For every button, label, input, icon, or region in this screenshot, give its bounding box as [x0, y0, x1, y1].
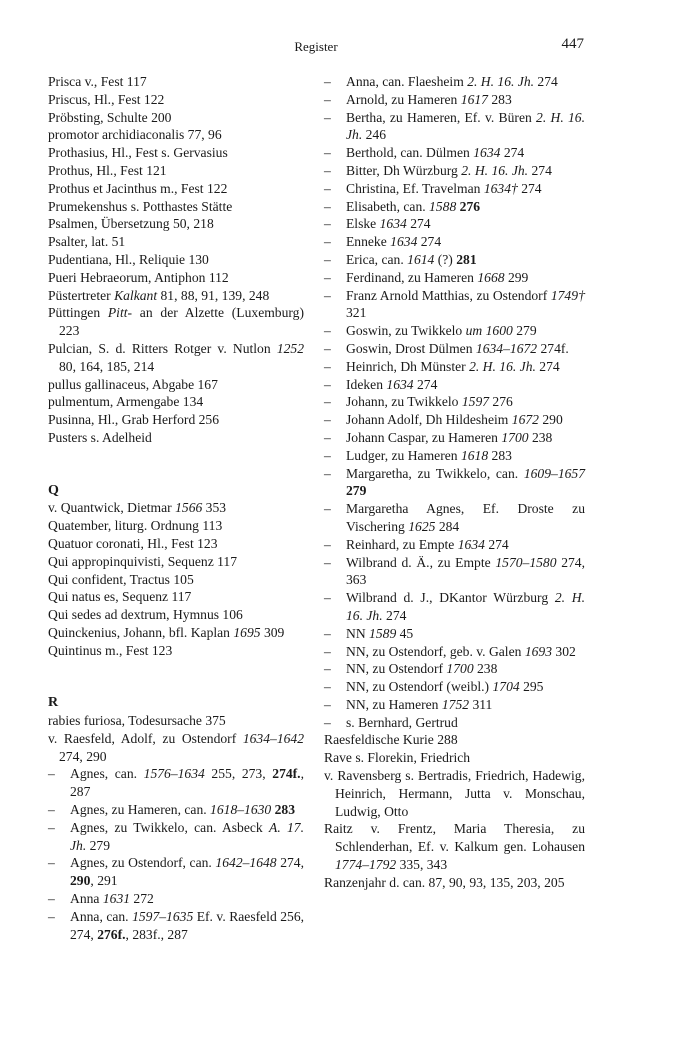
entry-text: Pudentiana, Hl., Reliquie 130 — [48, 251, 209, 267]
index-subentry — [324, 393, 585, 411]
entry-text: Prothasius, Hl., Fest s. Gervasius — [48, 145, 228, 161]
index-subentry — [324, 91, 585, 109]
entry-text: 45 — [396, 625, 414, 641]
entry-italic: 1634 — [386, 376, 414, 392]
entry-italic: 1609–1657 — [523, 465, 585, 481]
entry-text: 274, 290 — [59, 748, 107, 764]
entry-italic: 1570–1580 — [495, 554, 557, 570]
index-entry — [48, 233, 304, 251]
entry-text: Püttingen — [48, 305, 108, 321]
index-subentry — [324, 447, 585, 465]
entry-text: 274 — [500, 145, 525, 161]
index-subentry — [324, 554, 585, 590]
entry-text: NN — [346, 625, 370, 641]
index-subentry — [324, 536, 585, 554]
entry-bold-page: 276f. — [97, 926, 126, 942]
index-entry — [48, 215, 304, 233]
subentry-dash: – — [48, 908, 55, 924]
entry-italic: A. 17. Jh. — [70, 819, 305, 853]
entry-italic: 1589 — [369, 625, 397, 641]
subentry-dash: – — [324, 536, 331, 552]
entry-text: , 291 — [90, 873, 118, 889]
entry-italic: 2. H. 16. Jh. — [467, 74, 535, 89]
index-entry — [48, 126, 304, 144]
entry-text: 284 — [435, 518, 460, 534]
entry-text: promotor archidiaconalis 77, 96 — [48, 127, 222, 143]
subentry-dash: – — [48, 766, 55, 782]
entry-text: Ideken — [346, 376, 387, 392]
entry-text: Berthold, can. Dülmen — [346, 145, 474, 161]
entry-italic: 1631 — [102, 891, 131, 907]
index-entry — [48, 642, 304, 660]
index-entry — [48, 429, 304, 447]
entry-text: NN, zu Ostendorf — [346, 661, 447, 677]
index-entry — [48, 144, 304, 162]
index-subentry — [324, 322, 585, 340]
entry-italic: 1625 — [408, 518, 436, 534]
entry-text: v. Ravensberg s. Bertradis, Friedrich, Hadewig, Heinrich, Hermann, Jutta v. Monschau, Ludwig, Otto — [324, 768, 585, 819]
entry-text: 321 — [346, 305, 367, 321]
subentry-dash: – — [324, 269, 331, 285]
index-entry — [48, 198, 304, 216]
entry-italic: 1597 — [461, 394, 490, 410]
entry-italic: 1576–1634 — [143, 766, 205, 782]
index-entry — [48, 91, 304, 109]
entry-text: Quatuor coronati, Hl., Fest 123 — [48, 535, 218, 551]
index-subentry — [48, 890, 304, 908]
subentry-dash: – — [324, 180, 331, 196]
entry-text: Qui appropinquivisti, Sequenz 117 — [48, 553, 238, 569]
subentry-dash: – — [324, 109, 331, 125]
entry-text: Pröbsting, Schulte 200 — [48, 109, 172, 125]
subentry-dash: – — [48, 855, 55, 871]
subentry-dash: – — [324, 251, 331, 267]
entry-italic: 1634 — [457, 536, 485, 552]
entry-text: Psalmen, Übersetzung 50, 218 — [48, 216, 214, 232]
entry-text: Enneke — [346, 234, 391, 250]
entry-text: 274 — [406, 216, 431, 232]
index-entry — [48, 535, 304, 553]
entry-text: Pusters s. Adelheid — [48, 429, 152, 445]
entry-text: 272 — [130, 891, 154, 907]
index-subentry — [324, 500, 585, 536]
index-entry — [324, 767, 585, 820]
entry-italic: Kalkant — [114, 287, 158, 303]
entry-text: Ef. v. Raesfeld 256, 274, — [70, 908, 305, 942]
entry-bold-page: 274f. — [272, 766, 301, 782]
entry-text: Elisabeth, can. — [346, 198, 430, 214]
index-subentry — [324, 358, 585, 376]
entry-text: Pusinna, Hl., Grab Herford 256 — [48, 412, 220, 428]
subentry-dash: – — [324, 643, 331, 659]
index-entry — [48, 162, 304, 180]
entry-text: Agnes, zu Twikkelo, can. Asbeck — [70, 819, 270, 835]
subentry-dash: – — [324, 661, 331, 677]
subentry-dash: – — [324, 714, 331, 730]
entry-text: 81, 88, 91, 139, 248 — [157, 287, 270, 303]
entry-text: Goswin, Drost Dülmen — [346, 340, 476, 356]
entry-text: 276 — [489, 394, 513, 410]
subentry-dash: – — [324, 394, 331, 410]
entry-italic: 2. H. 16. Jh. — [469, 358, 536, 374]
entry-text: (?) — [434, 251, 457, 267]
entry-text: Agnes, zu Ostendorf, can. — [70, 855, 216, 871]
index-subentry — [324, 180, 585, 198]
entry-text: v. Raesfeld, Adolf, zu Ostendorf — [48, 730, 243, 746]
index-entry — [48, 109, 304, 127]
index-subentry — [48, 854, 304, 890]
entry-italic: 1634–1642 — [242, 730, 304, 746]
index-entry — [48, 251, 304, 269]
subentry-dash: – — [324, 465, 331, 481]
index-entry — [48, 411, 304, 429]
entry-text: Agnes, zu Hameren, can. — [70, 802, 211, 818]
index-subentry — [324, 109, 585, 145]
index-subentry — [324, 144, 585, 162]
index-subentry — [324, 287, 585, 323]
entry-italic: um 1600 — [465, 323, 513, 339]
entry-text: Elske — [346, 216, 380, 232]
entry-text: , 283f., 287 — [125, 926, 188, 942]
entry-text: 238 — [473, 661, 498, 677]
index-subentry — [324, 696, 585, 714]
subentry-dash: – — [324, 287, 331, 303]
entry-text: 238 — [528, 429, 553, 445]
entry-text: Franz Arnold Matthias, zu Ostendorf — [346, 287, 551, 303]
entry-italic: 1749† — [550, 287, 586, 303]
entry-italic: 1752 — [441, 696, 470, 712]
entry-text: Qui natus es, Sequenz 117 — [48, 589, 192, 605]
subentry-dash: – — [324, 162, 331, 178]
subentry-dash: – — [324, 625, 331, 641]
index-subentry — [324, 714, 585, 732]
entry-text: Prisca v., Fest 117 — [48, 74, 147, 89]
entry-text: Qui sedes ad dextrum, Hymnus 106 — [48, 607, 243, 623]
index-subentry — [324, 589, 585, 625]
entry-text: 274 — [484, 536, 509, 552]
entry-bold-page: 276 — [459, 198, 481, 214]
entry-text: Quintinus m., Fest 123 — [48, 642, 173, 658]
entry-bold-page: 290 — [70, 873, 91, 889]
index-subentry — [324, 411, 585, 429]
entry-text: an der Alzette (Luxemburg) 223 — [59, 305, 304, 339]
index-subentry — [324, 269, 585, 287]
index-entry — [48, 624, 304, 642]
subentry-dash: – — [324, 447, 331, 463]
entry-italic: 1695 — [233, 624, 261, 640]
entry-text: Prumekenshus s. Potthastes Stätte — [48, 198, 233, 214]
index-entry — [48, 269, 304, 287]
entry-bold-page: 279 — [346, 483, 367, 499]
index-entry — [324, 749, 585, 767]
index-entry — [48, 571, 304, 589]
entry-text: Arnold, zu Hameren — [346, 91, 461, 107]
entry-text: Raitz v. Frentz, Maria Theresia, zu Schlenderhan, Ef. v. Kalkum gen. Lohausen — [324, 821, 585, 855]
entry-text: 299 — [504, 269, 529, 285]
page-number: 447 — [561, 36, 584, 52]
entry-text: 274 — [417, 234, 442, 250]
entry-italic: 1588 — [429, 198, 457, 214]
subentry-dash: – — [324, 234, 331, 250]
entry-text: Margaretha Agnes, Ef. Droste zu Vischering — [346, 501, 585, 534]
subentry-dash: – — [48, 819, 55, 835]
index-entry — [48, 73, 304, 91]
index-entry — [48, 304, 304, 340]
entry-bold-page: 281 — [456, 251, 477, 267]
entry-text: v. Quantwick, Dietmar — [48, 500, 176, 516]
entry-italic: 1617 — [460, 91, 488, 107]
entry-italic: 1693 — [524, 643, 552, 659]
index-entry — [324, 731, 585, 749]
index-entry — [48, 340, 304, 376]
index-column-left — [48, 73, 304, 943]
index-entry — [324, 874, 585, 892]
entry-text: 309 — [260, 624, 285, 640]
entry-text: Wilbrand d. J., DKantor Würzburg — [346, 590, 555, 606]
entry-text: Quatember, liturg. Ordnung 113 — [48, 518, 223, 534]
entry-italic: 2. H. 16. Jh. — [346, 109, 585, 143]
subentry-dash: – — [324, 340, 331, 356]
entry-italic: 1774–1792 — [335, 857, 397, 873]
entry-text: 274 — [535, 358, 560, 374]
index-entry — [48, 376, 304, 394]
subentry-dash: – — [324, 679, 331, 695]
index-subentry — [324, 162, 585, 180]
entry-italic: 1566 — [175, 500, 203, 516]
entry-text: Raesfeldische Kurie 288 — [324, 732, 458, 748]
entry-text: Wilbrand d. Ä., zu Empte — [346, 554, 496, 570]
entry-text: rabies furiosa, Todesursache 375 — [48, 713, 226, 729]
entry-italic: 1704 — [492, 679, 520, 695]
subentry-dash: – — [324, 429, 331, 445]
entry-text: Qui confident, Tractus 105 — [48, 571, 194, 587]
entry-text: Goswin, zu Twikkelo — [346, 323, 466, 339]
entry-italic: 1634 — [379, 216, 407, 232]
entry-text: Prothus, Hl., Fest 121 — [48, 162, 167, 178]
entry-text: Agnes, can. — [70, 766, 144, 782]
subentry-dash: – — [324, 501, 331, 517]
entry-italic: 2. H. 16. Jh. — [346, 590, 585, 623]
index-subentry — [324, 625, 585, 643]
subentry-dash: – — [324, 145, 331, 161]
entry-italic: 1700 — [501, 429, 529, 445]
entry-text: Pueri Hebraeorum, Antiphon 112 — [48, 269, 229, 285]
entry-text: 279 — [512, 323, 537, 339]
entry-italic: 1668 — [477, 269, 505, 285]
index-entry — [48, 712, 304, 730]
entry-text: 302 — [552, 643, 576, 659]
index-entry — [48, 499, 304, 517]
index-subentry — [48, 908, 304, 944]
entry-text: Erica, can. — [346, 251, 408, 267]
index-entry — [48, 287, 304, 305]
entry-text: pulmentum, Armengabe 134 — [48, 394, 204, 410]
subentry-dash: – — [324, 91, 331, 107]
entry-text: 274 — [517, 180, 542, 196]
entry-text: Prothus et Jacinthus m., Fest 122 — [48, 180, 228, 196]
index-entry — [48, 730, 304, 766]
entry-italic: 1642–1648 — [215, 855, 277, 871]
entry-italic: 1634 — [390, 234, 418, 250]
entry-italic: 1634† — [483, 180, 518, 196]
subentry-dash: – — [324, 696, 331, 712]
page-header — [48, 36, 584, 56]
entry-text: Johann Caspar, zu Hameren — [346, 429, 502, 445]
running-title: Register — [294, 39, 338, 54]
index-entry — [48, 606, 304, 624]
entry-text: Christina, Ef. Travelman — [346, 180, 484, 196]
entry-italic: 1672 — [511, 412, 539, 428]
entry-text: Reinhard, zu Empte — [346, 536, 458, 552]
entry-text: 246 — [362, 127, 387, 143]
index-subentry — [324, 465, 585, 501]
entry-italic: 1614 — [407, 251, 435, 267]
entry-text: Anna, can. — [70, 908, 133, 924]
entry-text: 290 — [538, 412, 563, 428]
subentry-dash: – — [324, 74, 331, 89]
index-entry — [48, 180, 304, 198]
index-subentry — [324, 376, 585, 394]
entry-text: 353 — [202, 500, 227, 516]
entry-text: 274 — [413, 376, 438, 392]
entry-italic: 1597–1635 — [132, 908, 194, 924]
entry-text: Bertha, zu Hameren, Ef. v. Büren — [346, 109, 537, 125]
entry-text: pullus gallinaceus, Abgabe 167 — [48, 376, 218, 392]
entry-text: Bitter, Dh Würzburg — [346, 162, 462, 178]
entry-italic: 1700 — [446, 661, 474, 677]
entry-text: 80, 164, 185, 214 — [59, 358, 155, 374]
entry-text: Johann, zu Twikkelo — [346, 394, 462, 410]
entry-text: 274, 363 — [346, 554, 585, 588]
spacer — [48, 660, 304, 678]
entry-text: 274, — [276, 855, 304, 871]
index-subentry — [324, 643, 585, 661]
subentry-dash: – — [324, 412, 331, 428]
index-entry — [48, 553, 304, 571]
index-subentry — [324, 251, 585, 269]
index-entry — [324, 820, 585, 873]
entry-italic: 1618 — [460, 447, 489, 463]
index-subentry — [324, 429, 585, 447]
subentry-dash: – — [324, 216, 331, 232]
entry-text: Anna — [70, 891, 103, 907]
subentry-dash: – — [324, 358, 331, 374]
entry-text: 274f. — [537, 340, 569, 356]
index-subentry — [48, 819, 304, 855]
entry-text: , 287 — [70, 766, 304, 800]
entry-text: Püstertreter — [48, 287, 115, 303]
entry-text: NN, zu Hameren — [346, 696, 442, 712]
index-subentry — [48, 801, 304, 819]
entry-text: NN, zu Ostendorf (weibl.) — [346, 679, 493, 695]
entry-italic: Pitt- — [107, 305, 133, 321]
subentry-dash: – — [324, 323, 331, 339]
index-subentry — [324, 340, 585, 358]
entry-text: 274 — [534, 74, 558, 89]
entry-text: Quinckenius, Johann, bfl. Kaplan — [48, 624, 234, 640]
subentry-dash: – — [324, 376, 331, 392]
entry-italic: 1252 — [276, 340, 304, 356]
entry-text: Ferdinand, zu Hameren — [346, 269, 478, 285]
entry-text: Pulcian, S. d. Ritters Rotger v. Nutlon — [48, 340, 277, 356]
entry-text: 274 — [528, 162, 552, 178]
entry-text: Anna, can. Flaesheim — [346, 74, 468, 89]
entry-text: 295 — [519, 679, 544, 695]
index-subentry — [324, 233, 585, 251]
index-column-right — [324, 73, 585, 892]
subentry-dash: – — [48, 891, 55, 907]
entry-text: 255, 273, — [204, 766, 273, 782]
entry-text: 283 — [487, 91, 512, 107]
subentry-dash: – — [324, 590, 331, 606]
entry-italic: 2. H. 16. Jh. — [461, 162, 529, 178]
entry-text: 311 — [469, 696, 493, 712]
index-subentry — [324, 73, 585, 91]
entry-text: 335, 343 — [396, 857, 448, 873]
entry-text: 283 — [488, 447, 512, 463]
entry-text: Ranzenjahr d. can. 87, 90, 93, 135, 203, 205 — [324, 874, 565, 890]
index-subentry — [48, 765, 304, 801]
index-entry — [48, 517, 304, 535]
entry-text: NN, zu Ostendorf, geb. v. Galen — [346, 643, 525, 659]
index-entry — [48, 393, 304, 411]
section-letter: R — [48, 695, 59, 711]
entry-text: s. Bernhard, Gertrud — [346, 714, 458, 730]
entry-italic: 1634–1672 — [475, 340, 538, 356]
entry-text: Ludger, zu Hameren — [346, 447, 461, 463]
entry-text: Heinrich, Dh Münster — [346, 358, 470, 374]
entry-bold-page: 283 — [274, 802, 296, 818]
entry-italic: 1634 — [473, 145, 501, 161]
index-subentry — [324, 678, 585, 696]
entry-text: Priscus, Hl., Fest 122 — [48, 91, 165, 107]
subentry-dash: – — [324, 198, 331, 214]
index-entry — [48, 588, 304, 606]
subentry-dash: – — [324, 554, 331, 570]
subentry-dash: – — [48, 802, 55, 818]
index-subentry — [324, 215, 585, 233]
index-subentry — [324, 198, 585, 216]
entry-text: Psalter, lat. 51 — [48, 234, 126, 250]
entry-text: Johann Adolf, Dh Hildesheim — [346, 412, 512, 428]
entry-text: Margaretha, zu Twikkelo, can. — [346, 465, 524, 481]
entry-text: 274 — [382, 607, 407, 623]
index-subentry — [324, 660, 585, 678]
spacer — [48, 447, 304, 465]
entry-italic: 1618–1630 — [210, 802, 272, 818]
section-letter: Q — [48, 482, 59, 498]
entry-text: Rave s. Florekin, Friedrich — [324, 750, 471, 766]
entry-text: 279 — [86, 837, 111, 853]
